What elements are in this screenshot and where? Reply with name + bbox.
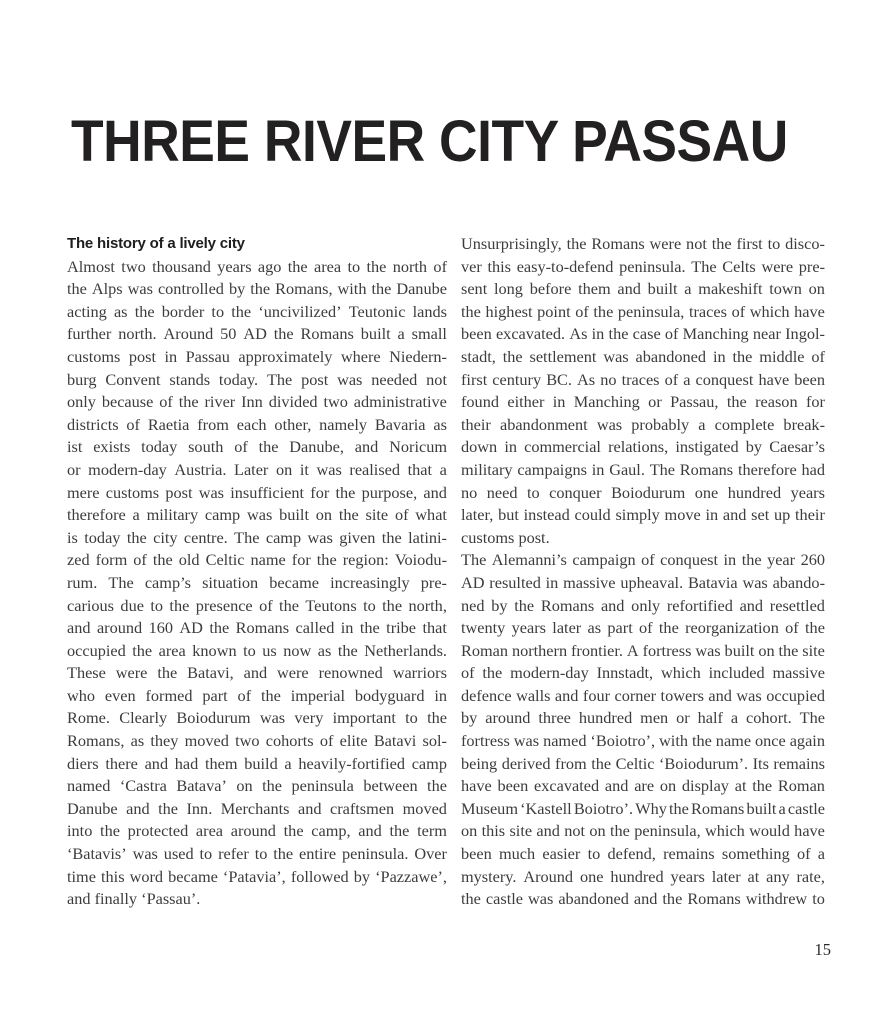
text-line: AD resulted in massive upheaval. Batavia was abando- [461, 572, 825, 592]
text-line: Romans, as they moved two cohorts of elite Batavi sol- [67, 731, 447, 751]
text-line: the castle was abandoned and the Romans withdrew to [461, 889, 825, 909]
text-line: Rome. Clearly Boiodurum was very important to the [67, 708, 447, 728]
text-line: therefore a military camp was built on the site of what [67, 505, 447, 525]
article-columns [67, 233, 825, 911]
left-column [67, 233, 447, 911]
text-line: named ‘Castra Batava’ on the peninsula between the [67, 776, 447, 796]
text-line: and finally ‘Passau’. [67, 889, 201, 909]
text-line: ist exists today south of the Danube, and Noricum [67, 437, 447, 457]
text-line: further north. Around 50 AD the Romans built a small [67, 324, 447, 344]
text-line: is today the city centre. The camp was given the latini- [67, 527, 447, 547]
text-line: of the modern-day Innstadt, which included massive [461, 663, 825, 683]
text-line: mystery. Around one hundred years later at any rate, [461, 866, 825, 886]
text-line: fortress was named ‘Boiotro’, with the name once again [461, 731, 825, 751]
text-line: districts of Raetia from each other, namely Bavaria as [67, 414, 447, 434]
text-line: military campaigns in Gaul. The Romans therefore had [461, 459, 825, 479]
right-column-text [461, 233, 825, 911]
text-line: Museum ‘Kastell Boiotro’. Why the Romans built a castle [461, 798, 825, 818]
text-line: These were the Batavi, and were renowned warriors [67, 663, 447, 683]
text-line: no need to conquer Boiodurum one hundred years [461, 482, 825, 502]
text-line: being derived from the Celtic ‘Boiodurum’. Its remains [461, 753, 825, 773]
text-line: or modern-day Austria. Later on it was realised that a [67, 459, 447, 479]
text-line: customs post in Passau approximately where Niedern- [67, 346, 447, 366]
right-column [461, 233, 825, 911]
text-line: the highest point of the peninsula, traces of which have [461, 301, 825, 321]
text-line: found either in Manching or Passau, the reason for [461, 392, 825, 412]
text-line: on this site and not on the peninsula, which would have [461, 821, 825, 841]
page-title: THREE RIVER CITY PASSAU [71, 108, 788, 174]
text-line: time this word became ‘Patavia’, followed by ‘Pazzawe’, [67, 866, 447, 886]
text-line: rum. The camp’s situation became increasingly pre- [67, 572, 447, 592]
text-line: the Alps was controlled by the Romans, with the Danube [67, 279, 447, 299]
text-line: have been excavated and are on display at the Roman [461, 776, 825, 796]
text-line: sent long before them and built a makeshift town on [461, 279, 825, 299]
text-line: first century BC. As no traces of a conquest have been [461, 369, 825, 389]
text-line: and around 160 AD the Romans called in the tribe that [67, 618, 447, 638]
section-heading: The history of a lively city [67, 235, 245, 252]
text-line: ned by the Romans and only refortified and resettled [461, 595, 825, 615]
text-line: twenty years later as part of the reorganization of the [461, 618, 825, 638]
left-column-text [67, 256, 447, 911]
text-line: Danube and the Inn. Merchants and craftsmen moved [67, 798, 447, 818]
text-line: later, but instead could simply move in and set up their [461, 505, 825, 525]
text-line: only because of the river Inn divided two administrative [67, 392, 447, 412]
text-line: diers there and had them build a heavily-fortified camp [67, 753, 447, 773]
text-line: carious due to the presence of the Teutons to the north, [67, 595, 447, 615]
text-line: stadt, the settlement was abandoned in the middle of [461, 346, 825, 366]
text-line: acting as the border to the ‘uncivilized’ Teutonic lands [67, 301, 447, 321]
text-line: mere customs post was insufficient for the purpose, and [67, 482, 447, 502]
text-line: Unsurprisingly, the Romans were not the first to disco- [461, 234, 825, 253]
text-line: been excavated. As in the case of Manching near Ingol- [461, 324, 825, 344]
text-line: customs post. [461, 527, 550, 547]
text-line: burg Convent stands today. The post was needed not [67, 369, 447, 389]
text-line: down in commercial relations, instigated by Caesar’s [461, 437, 825, 457]
text-line: by around three hundred men or half a cohort. The [461, 708, 825, 728]
text-line: their abandonment was probably a complete break- [461, 414, 825, 434]
text-line: ver this easy-to-defend peninsula. The Celts were pre- [461, 256, 825, 276]
text-line: been much easier to defend, remains something of a [461, 844, 825, 864]
text-line: The Alemanni’s campaign of conquest in the year 260 [461, 550, 825, 570]
text-line: ‘Batavis’ was used to refer to the entire peninsula. Over [67, 844, 447, 864]
text-line: occupied the area known to us now as the Netherlands. [67, 640, 447, 660]
text-line: zed form of the old Celtic name for the region: Voiodu- [67, 550, 447, 570]
text-line: into the protected area around the camp, and the term [67, 821, 447, 841]
text-line: defence walls and four corner towers and was occupied [461, 685, 825, 705]
text-line: Roman northern frontier. A fortress was built on the site [461, 640, 825, 660]
text-line: who even formed part of the imperial bodyguard in [67, 685, 447, 705]
text-line: Almost two thousand years ago the area to the north of [67, 256, 447, 276]
page-number: 15 [814, 940, 831, 959]
